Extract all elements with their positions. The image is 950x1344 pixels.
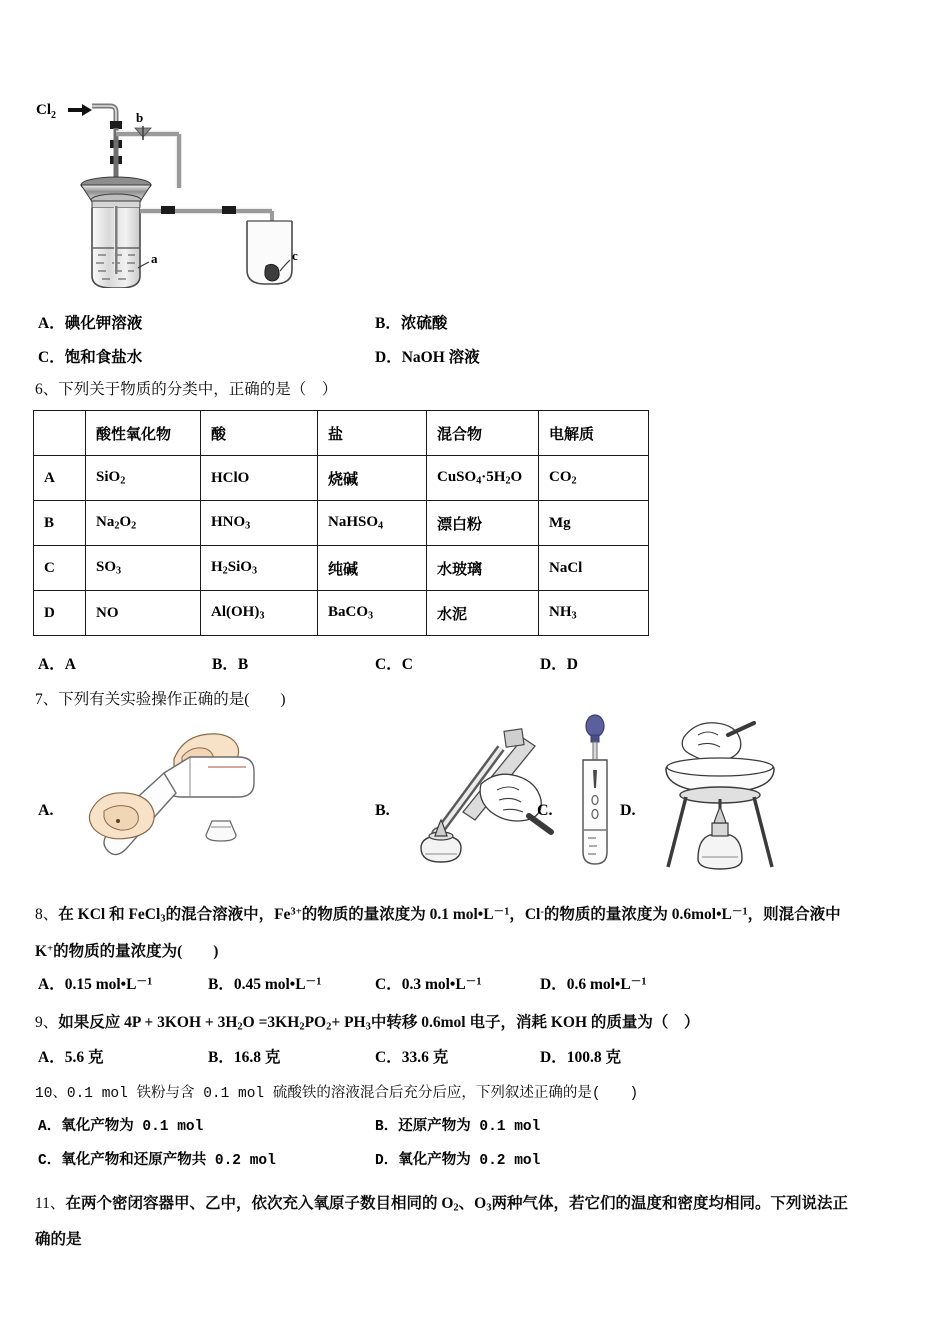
alcohol-lamp-neck bbox=[712, 823, 728, 836]
q7-number: 7、 bbox=[35, 691, 59, 708]
q7-option-d-figure[interactable] bbox=[650, 717, 790, 877]
table-row bbox=[34, 591, 649, 636]
q8-option-b[interactable]: B．0.45 $mol•L^{-1}$ bbox=[208, 976, 322, 993]
q5-option-b[interactable] bbox=[375, 311, 447, 333]
q5-option-d-letter: D． bbox=[375, 349, 402, 366]
table-header-cell: 盐 bbox=[318, 411, 427, 456]
table-cell: $NH_3$ bbox=[539, 591, 649, 636]
label-a: a bbox=[151, 251, 158, 266]
q9-number: 9、 bbox=[35, 1014, 59, 1031]
table-cell: $Na_2O_2$ bbox=[86, 501, 201, 546]
q7-option-b-figure[interactable] bbox=[405, 720, 555, 875]
q7-stem-text: 下列有关实验操作正确的是( ) bbox=[58, 691, 286, 708]
q7-option-c-figure[interactable] bbox=[565, 712, 625, 872]
q8-stem-text-line2: K+的物质的量浓度为( ) bbox=[35, 943, 219, 960]
q10-option-b[interactable]: B．还原产物为 0.1 mol bbox=[375, 1119, 541, 1135]
label-b: b bbox=[136, 110, 144, 125]
table-header-row bbox=[34, 411, 649, 456]
q5-option-b-text: 浓硫酸 bbox=[400, 315, 448, 332]
table-row bbox=[34, 546, 649, 591]
q11-stem-line2: 确的是 bbox=[35, 1231, 82, 1248]
dropper-bulb bbox=[586, 715, 604, 737]
q5-option-c-text: 饱和食盐水 bbox=[64, 349, 143, 366]
q5-option-d-text: NaOH 溶液 bbox=[401, 349, 480, 366]
q10-stem-text: 0.1 mol 铁粉与含 0.1 mol 硫酸铁的溶液混合后充分后应，下列叙述正确的是( ) bbox=[66, 1086, 639, 1102]
q9-stem-text: 如果反应 $4P + 3KOH + 3H_2O =3KH_2PO_2+ PH_3$中转移 0.6mol 电子，消耗 KOH 的质量为（ ） bbox=[58, 1014, 700, 1033]
q5-option-a[interactable] bbox=[38, 311, 142, 333]
alcohol-lamp-body bbox=[698, 835, 742, 869]
q5-option-c[interactable] bbox=[38, 345, 142, 367]
q10-option-c[interactable]: C．氧化产物和还原产物共 0.2 mol bbox=[38, 1153, 276, 1169]
q8-option-c[interactable]: C．0.3 $mol•L^{-1}$ bbox=[375, 976, 482, 993]
q5-option-c-letter: C． bbox=[38, 349, 65, 366]
q7-option-b-label[interactable]: B. bbox=[375, 802, 390, 819]
table-row-label: C bbox=[34, 546, 86, 591]
table-cell: Mg bbox=[539, 501, 649, 546]
label-c: c bbox=[292, 248, 298, 263]
q8-stem-text-line1: 在 KCl 和 FeCl$_3$的混合溶液中，$Fe^{3+}$的物质的量浓度为 0.1 $mol•L^{-1}$，Cl-的物质的量浓度为 $0.6mol•L^{-1}$，则混合液中 bbox=[58, 906, 841, 925]
gas-flow-arrow bbox=[68, 104, 92, 116]
q11-number: 11、 bbox=[35, 1195, 66, 1212]
q5-option-a-letter: A． bbox=[38, 315, 65, 332]
table-cell: $HNO_3$ bbox=[201, 501, 318, 546]
classification-table bbox=[33, 410, 649, 636]
table-header-cell: 混合物 bbox=[427, 411, 539, 456]
q7-option-a-figure[interactable] bbox=[78, 717, 268, 877]
q6-stem bbox=[35, 378, 337, 401]
table-cell: $CO_2$ bbox=[539, 456, 649, 501]
q6-option-d[interactable]: D．D bbox=[540, 656, 578, 673]
q11-stem-line1 bbox=[35, 1192, 848, 1216]
hand-lower-knuckle bbox=[116, 819, 120, 823]
evaporating-dish-rim bbox=[667, 758, 773, 776]
q9-option-c[interactable]: C．33.6 克 bbox=[375, 1049, 449, 1066]
q11-stem-text-line1: 在两个密闭容器甲、乙中，依次充入氧原子数目相同的 $O_2$、$O_3$两种气体，若它们的温度和密度均相同。下列说法正 bbox=[65, 1195, 848, 1214]
q8-option-a[interactable]: A．0.15 $mol•L^{-1}$ bbox=[38, 976, 153, 993]
table-header-cell: 酸 bbox=[201, 411, 318, 456]
q10-stem bbox=[35, 1084, 638, 1106]
table-cell: NaCl bbox=[539, 546, 649, 591]
q7-option-d-label[interactable]: D. bbox=[620, 802, 636, 819]
gas-washing-apparatus-figure bbox=[34, 88, 306, 293]
q6-option-a[interactable]: A．A bbox=[38, 656, 76, 673]
table-cell: HClO bbox=[201, 456, 318, 501]
tripod-leg-right bbox=[754, 797, 772, 867]
table-cell: $H_2SiO_3$ bbox=[201, 546, 318, 591]
table-row-label: B bbox=[34, 501, 86, 546]
table-cell: $Al(OH)_3$ bbox=[201, 591, 318, 636]
table-cell: 烧碱 bbox=[318, 456, 427, 501]
q9-stem bbox=[35, 1011, 699, 1035]
cl2-inlet-label: $Cl_2$ bbox=[36, 102, 56, 121]
q10-option-a[interactable]: A．氧化产物为 0.1 mol bbox=[38, 1119, 204, 1135]
apparatus-svg bbox=[34, 88, 306, 288]
absorbent-material-c bbox=[265, 264, 279, 281]
table-cell: BaCO$_3$ bbox=[318, 591, 427, 636]
q6-option-c[interactable]: C．C bbox=[375, 656, 413, 673]
q9-option-d[interactable]: D．100.8 克 bbox=[540, 1049, 621, 1066]
q8-option-d[interactable]: D．0.6 $mol•L^{-1}$ bbox=[540, 976, 647, 993]
table-row-label: D bbox=[34, 591, 86, 636]
table-row-label: A bbox=[34, 456, 86, 501]
q7-option-a-label[interactable]: A. bbox=[38, 802, 54, 819]
q8-stem-line2 bbox=[35, 940, 218, 963]
table-cell: 水玻璃 bbox=[427, 546, 539, 591]
q7-figure-row bbox=[0, 712, 950, 892]
tube-joint-1 bbox=[110, 121, 122, 129]
table-header-corner bbox=[34, 411, 86, 456]
table-header-cell: 酸性氧化物 bbox=[86, 411, 201, 456]
q5-option-a-text: 碘化钾溶液 bbox=[64, 315, 143, 332]
table-cell: NO bbox=[86, 591, 201, 636]
alcohol-lamp-flame bbox=[714, 807, 726, 823]
table-header-cell: 电解质 bbox=[539, 411, 649, 456]
hand-stirring bbox=[682, 723, 741, 761]
table-cell: NaHSO$_4$ bbox=[318, 501, 427, 546]
table-cell: 水泥 bbox=[427, 591, 539, 636]
classification-table-body bbox=[34, 411, 649, 636]
dropper-bulb-neck bbox=[591, 735, 599, 742]
table-cell: 漂白粉 bbox=[427, 501, 539, 546]
q7-option-c-label[interactable]: C. bbox=[537, 802, 553, 819]
q8-number: 8、 bbox=[35, 906, 59, 923]
table-cell: 纯碱 bbox=[318, 546, 427, 591]
tripod-leg-left bbox=[668, 797, 686, 867]
q9-option-b[interactable]: B．16.8 克 bbox=[208, 1049, 281, 1066]
q6-option-b[interactable]: B．B bbox=[212, 656, 249, 673]
holder-clip bbox=[504, 729, 524, 747]
exit-joint-2 bbox=[222, 206, 236, 214]
table-cell: $CuSO_4\cdot 5H_2O$ bbox=[427, 456, 539, 501]
table-row bbox=[34, 456, 649, 501]
q10-number: 10、 bbox=[35, 1086, 67, 1102]
q9-option-a[interactable]: A．5.6 克 bbox=[38, 1049, 104, 1066]
hand-holding-clamp bbox=[480, 774, 541, 821]
exit-joint-1 bbox=[161, 206, 175, 214]
q6-number: 6、 bbox=[35, 381, 59, 398]
q5-option-d[interactable] bbox=[375, 345, 480, 367]
table-cell: $SO_3$ bbox=[86, 546, 201, 591]
q7-stem bbox=[35, 688, 286, 711]
q6-stem-text: 下列关于物质的分类中，正确的是（ ） bbox=[58, 381, 338, 398]
table-cell: SiO$_2$ bbox=[86, 456, 201, 501]
q10-option-d[interactable]: D．氧化产物为 0.2 mol bbox=[375, 1153, 541, 1169]
table-row bbox=[34, 501, 649, 546]
bottle-stopper bbox=[206, 821, 236, 841]
q8-stem-line1 bbox=[35, 903, 841, 927]
q5-option-b-letter: B． bbox=[375, 315, 401, 332]
